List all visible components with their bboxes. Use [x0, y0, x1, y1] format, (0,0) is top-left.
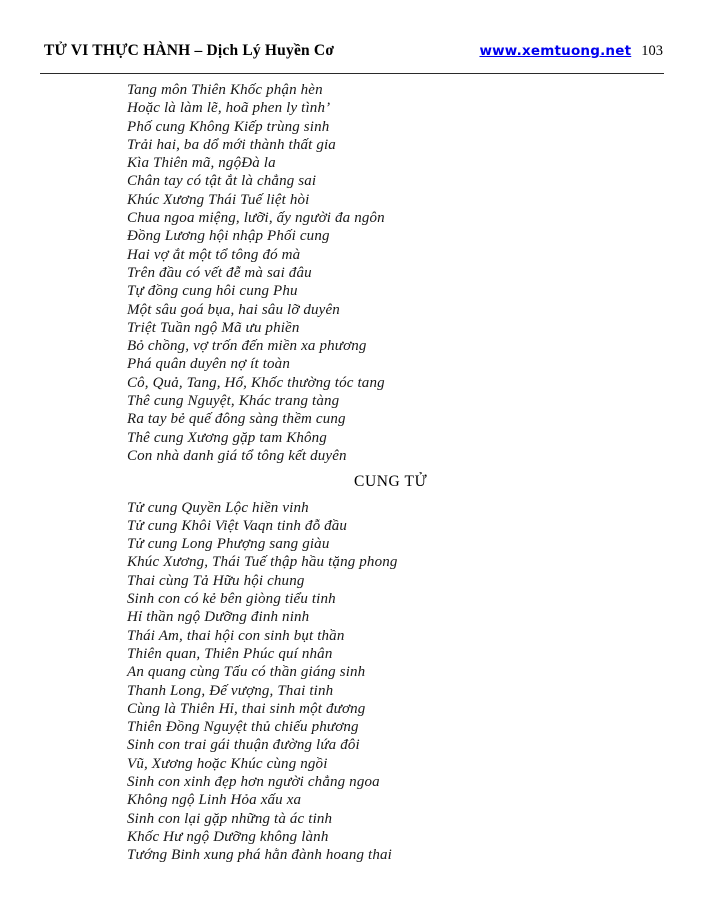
poem-line: Trên đầu có vết đễ mà sai đâu — [127, 264, 312, 281]
poem-stanza-1 — [127, 81, 665, 465]
poem-line: Chua ngoa miệng, lưỡi, ấy người đa ngôn — [127, 210, 385, 227]
poem-line: Khúc Xương Thái Tuế liệt hòi — [127, 191, 310, 208]
poem-line: Thái Am, thai hội con sinh bụt thần — [127, 627, 345, 644]
poem-line: Tử cung Long Phượng sang giàu — [127, 536, 330, 553]
poem-line: Ra tay bẻ quế đông sàng thềm cung — [127, 411, 346, 428]
poem-line: Không ngộ Linh Hỏa xấu xa — [127, 792, 302, 809]
poem-line: Sinh con lại gặp những tà ác tinh — [127, 810, 333, 827]
section-heading: CUNG TỬ — [354, 473, 428, 491]
website-link[interactable]: www.xemtuong.net — [479, 43, 632, 59]
poem-line: Phá quân duyên nợ ít toàn — [127, 356, 290, 373]
poem-line: Khúc Xương, Thái Tuế thập hầu tặng phong — [127, 554, 398, 571]
poem-line: Tử cung Quyền Lộc hiền vinh — [127, 499, 309, 516]
poem-line: Thê cung Nguyệt, Khác trang tàng — [127, 393, 340, 410]
poem-line: Phố cung Không Kiếp trùng sinh — [127, 118, 330, 135]
poem-line: Bỏ chồng, vợ trốn đến miền xa phương — [127, 338, 367, 355]
poem-line: Sinh con trai gái thuận đường lứa đôi — [127, 737, 360, 754]
poem-line: Cùng là Thiên Hỉ, thai sinh một đương — [127, 700, 366, 717]
poem-line: Một sâu goá bụa, hai sâu lỡ duyên — [127, 301, 340, 318]
poem-line: Tự đồng cung hôi cung Phu — [127, 283, 298, 300]
poem-line: Cô, Quả, Tang, Hổ, Khốc thường tóc tang — [127, 374, 385, 391]
poem-line: Chân tay có tật ắt là chẳng sai — [127, 173, 317, 190]
header-right — [479, 42, 663, 60]
page-header — [0, 0, 705, 60]
poem-line: Sinh con có kẻ bên giòng tiểu tinh — [127, 591, 336, 608]
poem-line: Kìa Thiên mã, ngộĐà la — [127, 155, 276, 172]
poem-line: Tướng Binh xung phá hằn đành hoang thai — [127, 847, 392, 864]
header-rule — [40, 73, 664, 74]
poem-line: Vũ, Xương hoặc Khúc cùng ngồi — [127, 755, 328, 772]
poem-line: Con nhà danh giá tổ tông kết duyên — [127, 447, 347, 464]
poem-line: Thiên Đồng Nguyệt thủ chiếu phương — [127, 719, 359, 736]
poem-line: An quang cùng Tấu có thần giáng sinh — [127, 664, 366, 681]
poem-line: Hoặc là làm lẽ, hoã phen ly tình’ — [127, 100, 331, 117]
poem-line: Hai vợ ắt một tổ tông đó mà — [127, 246, 301, 263]
poem-line: Thê cung Xương gặp tam Không — [127, 429, 327, 446]
poem-line: Thai cùng Tả Hữu hội chung — [127, 572, 305, 589]
poem-line: Trải hai, ba dổ mới thành thất gia — [127, 136, 336, 153]
page-title: TỬ VI THỰC HÀNH – Dịch Lý Huyền Cơ — [44, 42, 335, 59]
page-number: 103 — [641, 43, 663, 59]
poem-line: Tử cung Khôi Việt Vaqn tinh đỗ đầu — [127, 517, 348, 534]
poem-line: Triệt Tuần ngộ Mã ưu phiền — [127, 319, 300, 336]
poem-line: Sinh con xinh đẹp hơn người chẳng ngoa — [127, 773, 380, 790]
poem-line: Thiên quan, Thiên Phúc quí nhân — [127, 645, 333, 662]
poem-line: Tang môn Thiên Khốc phận hèn — [127, 82, 323, 98]
poem-line: Hỉ thần ngộ Dưỡng đinh ninh — [127, 609, 310, 626]
poem-line: Đồng Lương hội nhập Phối cung — [127, 228, 330, 245]
poem-stanza-2 — [127, 499, 665, 865]
poem-line: Khốc Hư ngộ Dưỡng không lành — [127, 828, 329, 845]
poem-line: Thanh Long, Đế vượng, Thai tinh — [127, 682, 334, 699]
